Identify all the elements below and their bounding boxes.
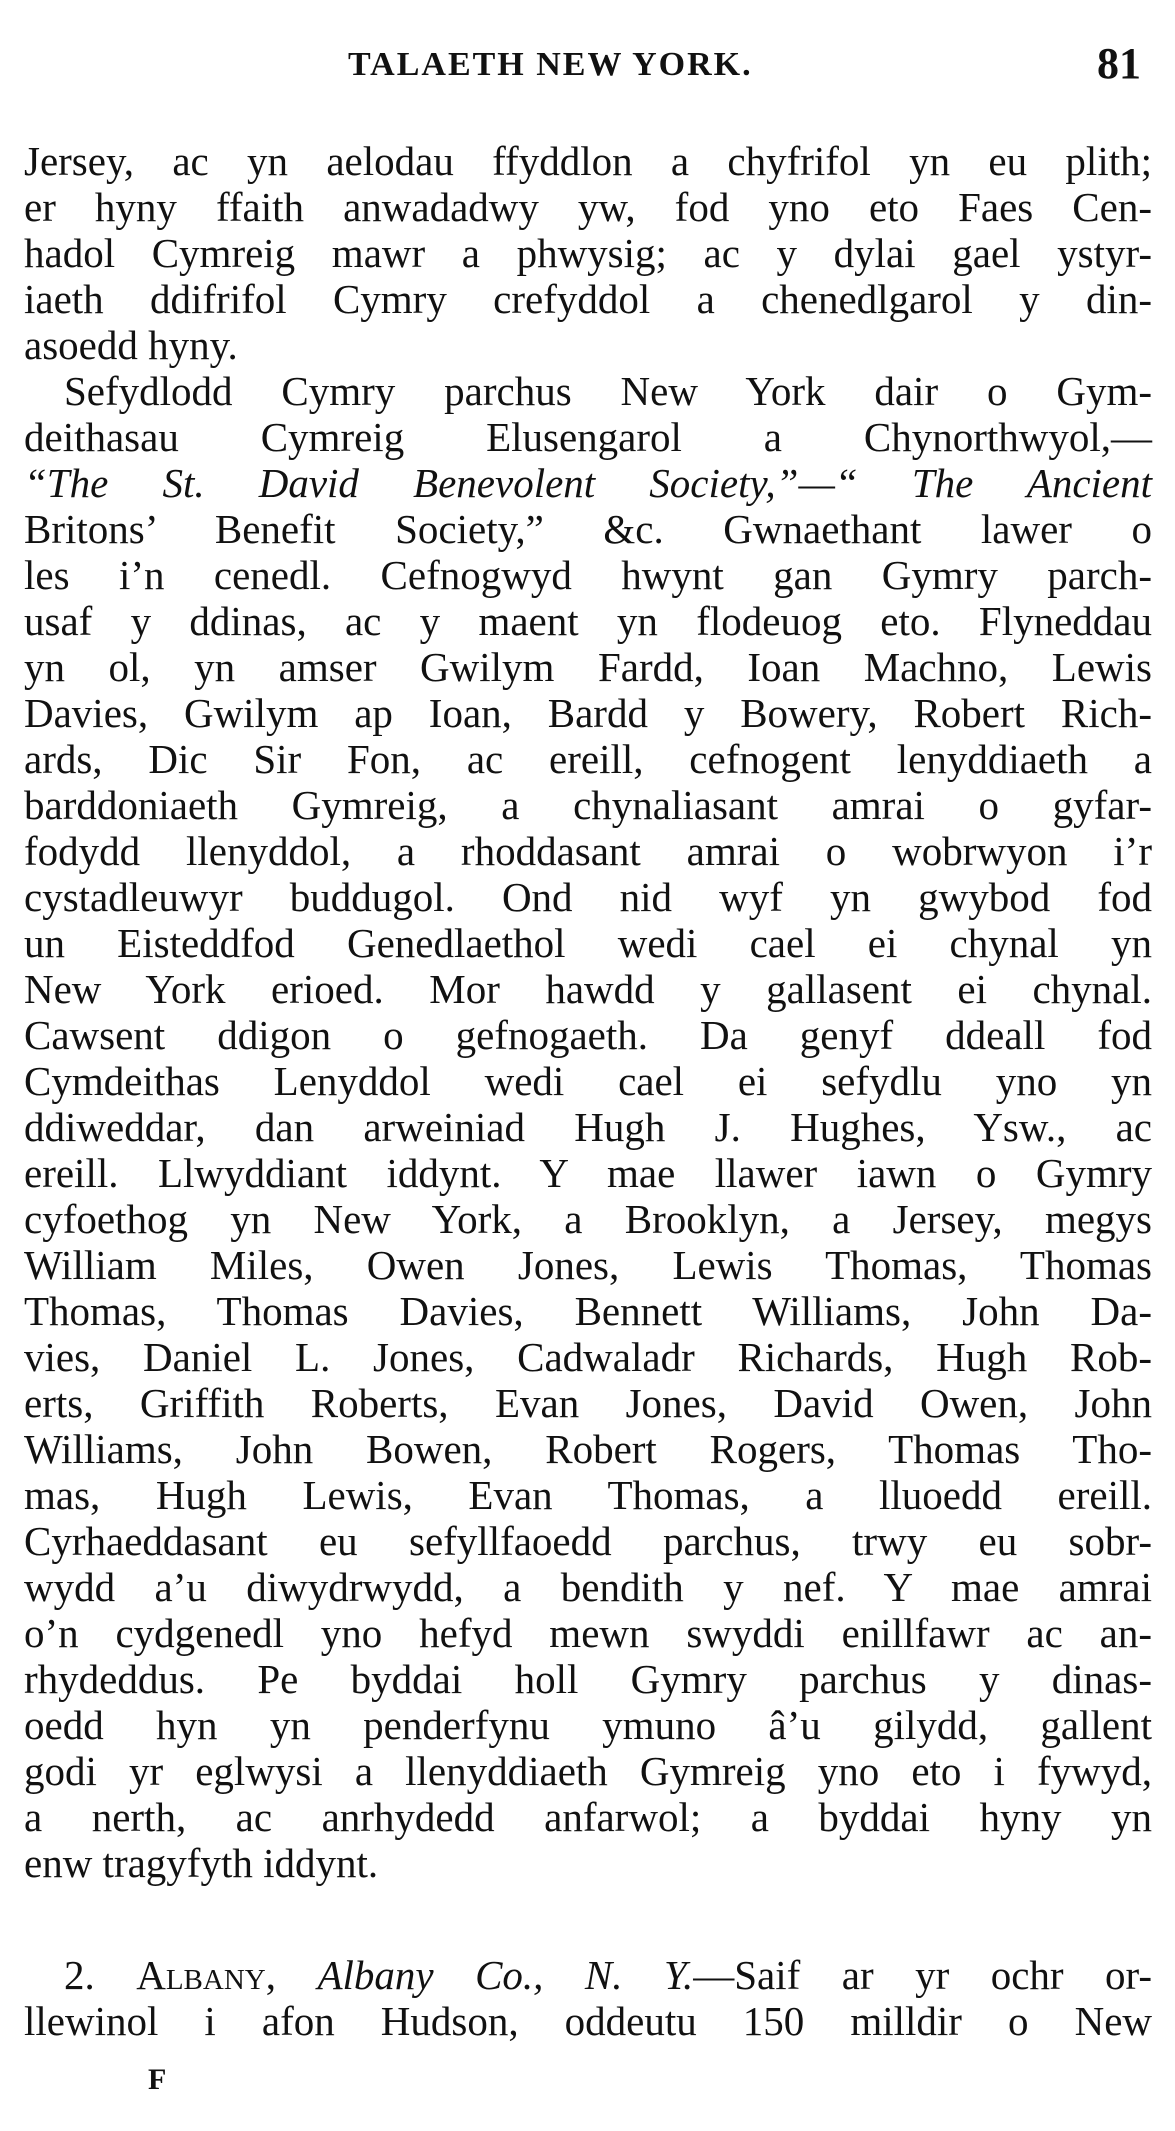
text-line: erts, Griffith Roberts, Evan Jones, David Owen, John [24,1380,1152,1426]
text-line: Cymdeithas Lenyddol wedi cael ei sefydlu yno yn [24,1058,1152,1104]
text-line: un Eisteddfod Genedlaethol wedi cael ei chynal yn [24,920,1152,966]
text-line: rhydeddus. Pe byddai holl Gymry parchus y dinas- [24,1656,1152,1702]
text-line: mas, Hugh Lewis, Evan Thomas, a lluoedd ereill. [24,1472,1152,1518]
text-line: a nerth, ac anrhydedd anfarwol; a byddai hyny yn [24,1794,1152,1840]
text-line: fodydd llenyddol, a rhoddasant amrai o wobrwyon i’r [24,828,1152,874]
text-line: usaf y ddinas, ac y maent yn flodeuog eto. Flyneddau [24,598,1152,644]
text-line: barddoniaeth Gymreig, a chynaliasant amrai o gyfar- [24,782,1152,828]
text-line: asoedd hyny. [24,322,238,368]
text-line: Sefydlodd Cymry parchus New York dair o Gym- [64,368,1152,414]
text-line: cystadleuwyr buddugol. Ond nid wyf yn gwybod fod [24,874,1152,920]
text-line: er hyny ffaith anwadadwy yw, fod yno eto Faes Cen- [24,184,1152,230]
text-line: o’n cydgenedl yno hefyd mewn swyddi enillfawr ac an- [24,1610,1152,1656]
text-line: William Miles, Owen Jones, Lewis Thomas, Thomas [24,1242,1152,1288]
italic-society-names: “The St. David Benevolent Society,”—“ The Ancient [24,460,1152,506]
text-line: ddiweddar, dan arweiniad Hugh J. Hughes, Ysw., ac [24,1104,1152,1150]
text-line: oedd hyn yn penderfynu ymuno â’u gilydd, gallent [24,1702,1152,1748]
text-line: iaeth ddifrifol Cymry crefyddol a chenedlgarol y din- [24,276,1152,322]
text-line: godi yr eglwysi a llenyddiaeth Gymreig yno eto i fywyd, [24,1748,1152,1794]
page-number: 81 [1097,39,1141,88]
text-line: llewinol i afon Hudson, oddeutu 150 milldir o New [24,1998,1152,2044]
page-header [0,38,1175,98]
running-title: TALAETH NEW YORK. [348,46,753,83]
section-heading-rest: —Saif ar yr ochr or- [693,1952,1153,1998]
section-number: 2. [64,1952,95,1998]
text-line: deithasau Cymreig Elusengarol a Chynorthwyol,— [24,414,1152,460]
text-line: ereill. Llwyddiant iddynt. Y mae llawer iawn o Gymry [24,1150,1152,1196]
text-line: Jersey, ac yn aelodau ffyddlon a chyfrifol yn eu plith; [24,138,1152,184]
section-heading-line [24,1952,1152,1998]
text-line: Cyrhaeddasant eu sefyllfaoedd parchus, trwy eu sobr- [24,1518,1152,1564]
section-county: Albany Co., N. Y. [317,1952,694,1998]
text-line: wydd a’u diwydrwydd, a bendith y nef. Y mae amrai [24,1564,1152,1610]
text-line: Williams, John Bowen, Robert Rogers, Thomas Tho- [24,1426,1152,1472]
body-text [24,138,1152,1886]
text-line: enw tragyfyth iddynt. [24,1840,379,1886]
section-place-name: Albany, [136,1952,276,1998]
section-albany [24,1952,1152,2044]
text-line: vies, Daniel L. Jones, Cadwaladr Richards, Hugh Rob- [24,1334,1152,1380]
text-line: Thomas, Thomas Davies, Bennett Williams, John Da- [24,1288,1152,1334]
text-line: Britons’ Benefit Society,” &c. Gwnaethant lawer o [24,506,1152,552]
text-line-italic [24,460,1152,506]
text-line: yn ol, yn amser Gwilym Fardd, Ioan Machno, Lewis [24,644,1152,690]
text-line: Cawsent ddigon o gefnogaeth. Da genyf ddeall fod [24,1012,1152,1058]
text-line: les i’n cenedl. Cefnogwyd hwynt gan Gymry parch- [24,552,1152,598]
text-line: hadol Cymreig mawr a phwysig; ac y dylai gael ystyr- [24,230,1152,276]
text-line: Davies, Gwilym ap Ioan, Bardd y Bowery, Robert Rich- [24,690,1152,736]
text-line: cyfoethog yn New York, a Brooklyn, a Jersey, megys [24,1196,1152,1242]
text-line: New York erioed. Mor hawdd y gallasent ei chynal. [24,966,1152,1012]
text-line: ards, Dic Sir Fon, ac ereill, cefnogent lenyddiaeth a [24,736,1152,782]
signature-mark: F [148,2063,167,2096]
